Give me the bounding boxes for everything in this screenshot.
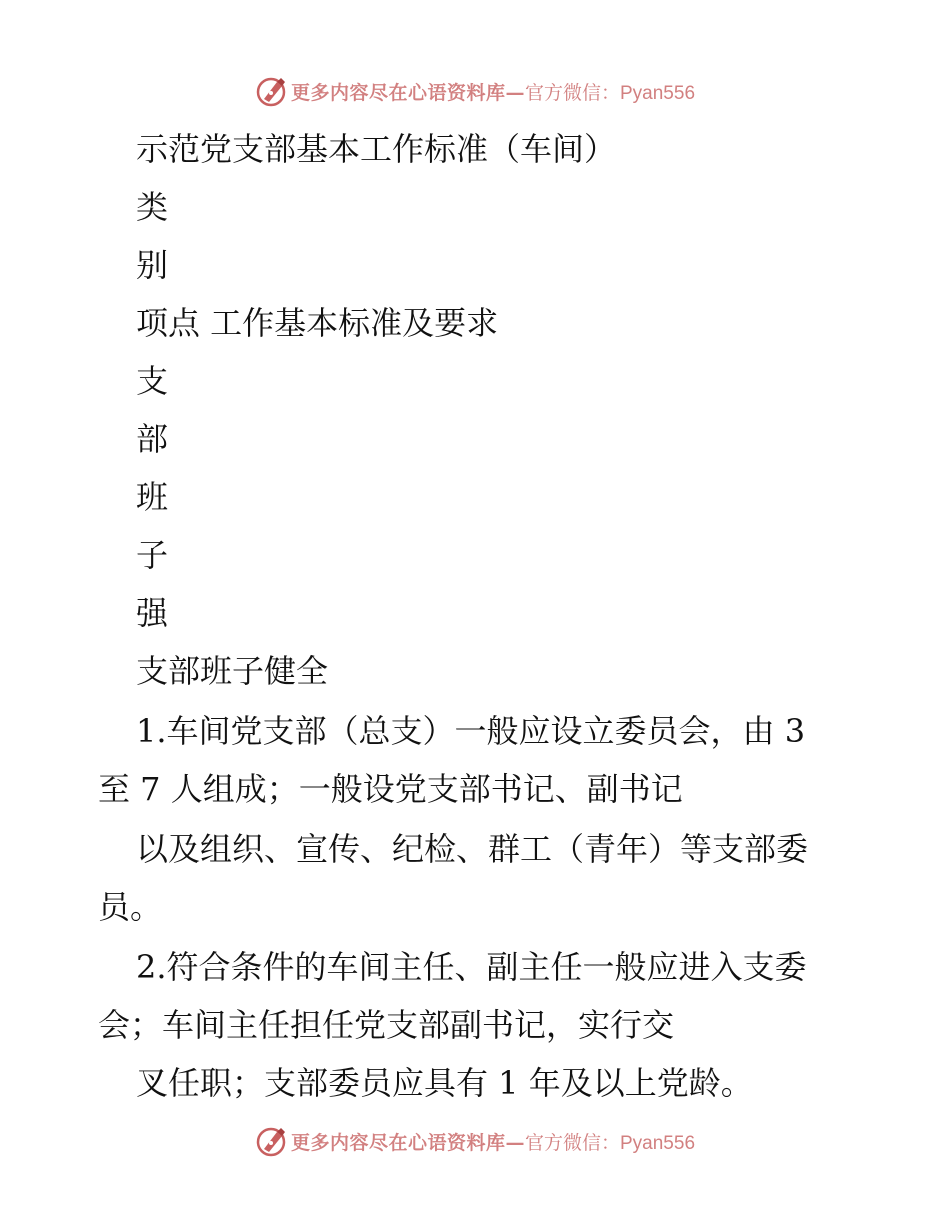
paragraph-1-line: 员。: [98, 888, 163, 926]
category-char: 强: [136, 594, 169, 632]
document-title: 示范党支部基本工作标准（车间）: [136, 130, 617, 168]
watermark-text: 更多内容尽在心语资料库—: [290, 1131, 525, 1154]
pen-logo-icon: [255, 1124, 289, 1158]
pen-logo-icon: [255, 74, 289, 108]
watermark-bottom: [0, 1124, 950, 1158]
category-char: 班: [136, 478, 169, 516]
paragraph-2-line: 会；车间主任担任党支部副书记，实行交: [98, 1006, 675, 1044]
watermark-text: 更多内容尽在心语资料库—: [290, 81, 525, 104]
category-char: 支: [136, 362, 169, 400]
category-char: 部: [136, 420, 169, 458]
watermark-contact: 官方微信：Pyan556: [525, 1132, 696, 1154]
header-char: 别: [136, 246, 169, 284]
header-columns: 项点 工作基本标准及要求: [136, 304, 499, 342]
paragraph-1-line: 1.车间党支部（总支）一般应设立委员会，由 3: [136, 712, 806, 750]
paragraph-1-line: 以及组织、宣传、纪检、群工（青年）等支部委: [136, 830, 809, 868]
category-char: 子: [136, 536, 169, 574]
paragraph-1-line: 至 7 人组成；一般设党支部书记、副书记: [98, 770, 683, 808]
paragraph-2-line: 叉任职；支部委员应具有 1 年及以上党龄。: [136, 1064, 753, 1102]
watermark-contact: 官方微信：Pyan556: [525, 82, 696, 104]
paragraph-2-line: 2.符合条件的车间主任、副主任一般应进入支委: [136, 948, 807, 986]
watermark-top: [0, 74, 950, 108]
item-title: 支部班子健全: [136, 652, 329, 690]
header-char: 类: [136, 188, 169, 226]
